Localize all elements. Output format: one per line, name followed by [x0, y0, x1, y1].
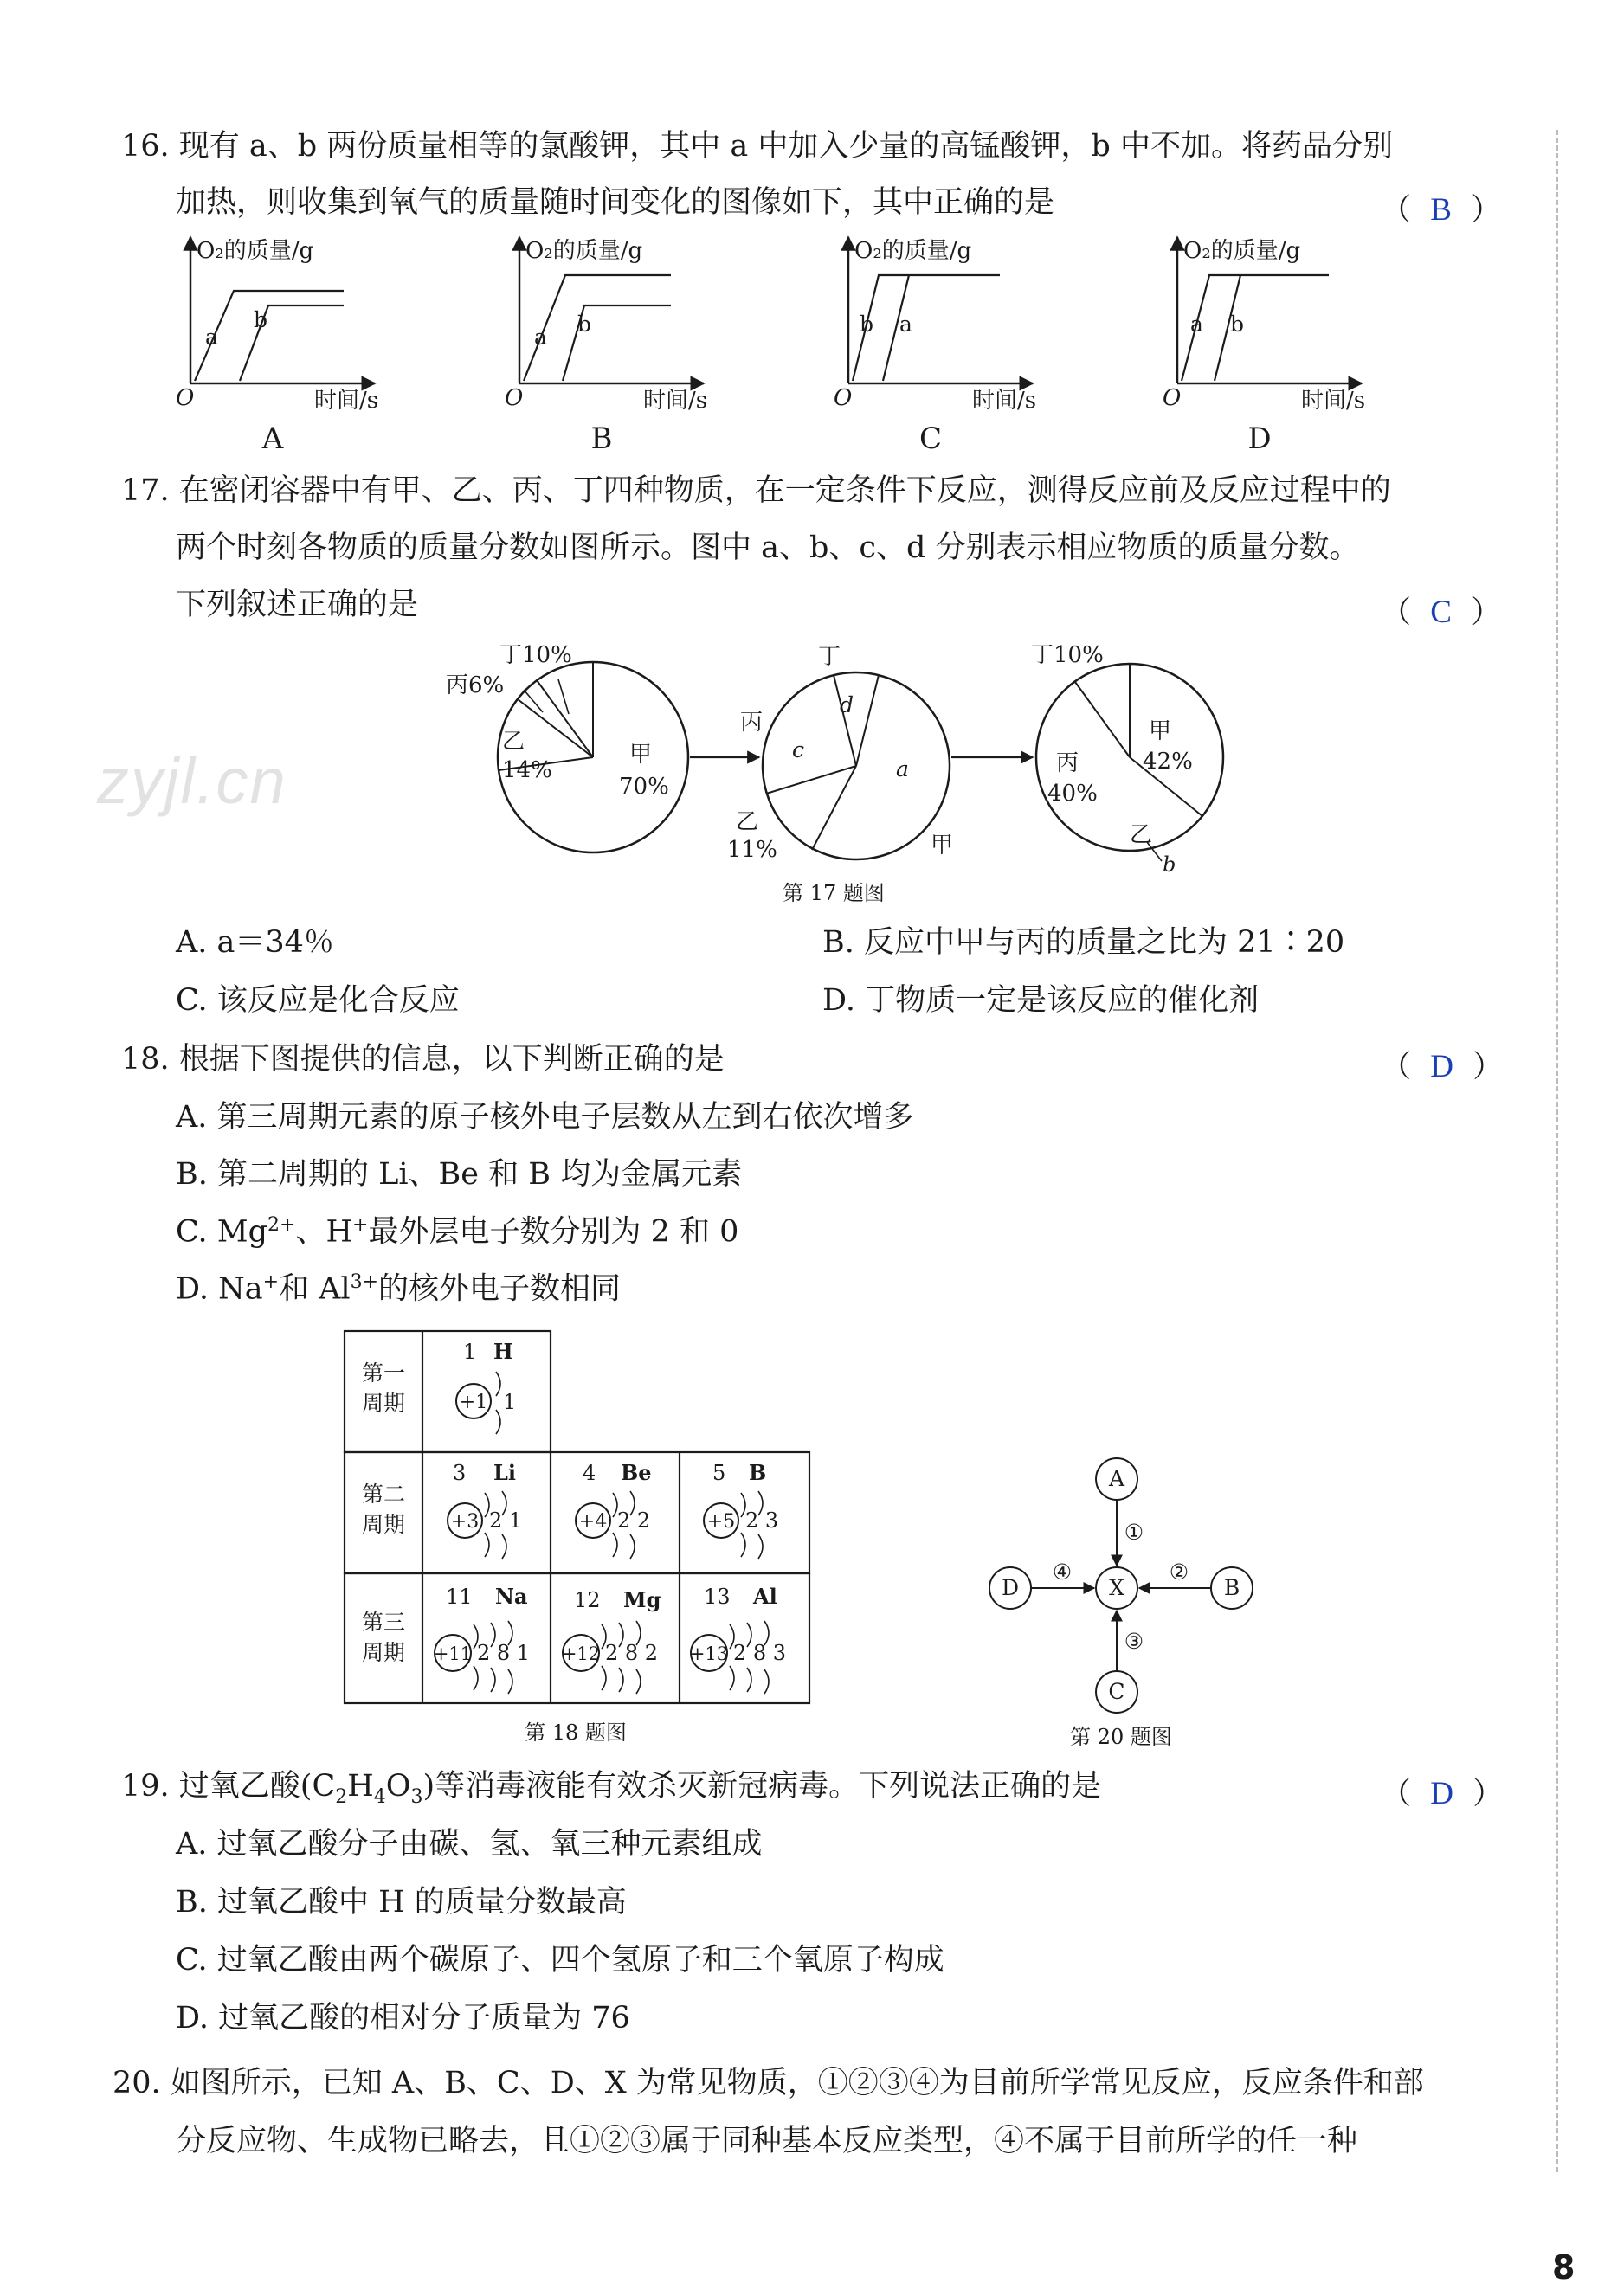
page-number: 8	[1552, 2248, 1576, 2286]
q16-B-label-left: a	[534, 325, 547, 350]
svg-text:Na: Na	[495, 1584, 528, 1609]
q16-B-label-right: b	[577, 312, 592, 337]
q19-answer-letter: D	[1430, 1776, 1454, 1811]
q17-pie1-yi-pct: 14%	[502, 757, 552, 783]
q17-pie-2	[727, 645, 953, 863]
q16-C-label-left: b	[860, 312, 874, 337]
svg-text:2 1: 2 1	[489, 1508, 523, 1533]
q17-option-B: B. 反应中甲与丙的质量之比为 21∶20	[822, 925, 1345, 960]
q17-pie3-jia-pct: 42%	[1143, 749, 1193, 775]
svg-text:3: 3	[453, 1461, 467, 1485]
q17-option-C: C. 该反应是化合反应	[176, 983, 460, 1018]
svg-text:Li: Li	[493, 1460, 516, 1485]
q16-graph-B	[505, 237, 707, 456]
q17-answer-letter: C	[1430, 595, 1452, 630]
q16-A-label-right: b	[254, 307, 268, 332]
q16-option-D: D	[1247, 421, 1272, 456]
element-B	[704, 1460, 778, 1559]
element-Mg	[562, 1587, 661, 1694]
q17-line1: 17. 在密闭容器中有甲、乙、丙、丁四种物质，在一定条件下反应，测得反应前及反应过程中的	[121, 473, 1391, 508]
svg-text:Mg: Mg	[623, 1587, 661, 1612]
q16-origin-A: O	[176, 385, 195, 411]
q17-pie-1	[446, 645, 688, 852]
reaction-2-label: ②	[1169, 1560, 1189, 1585]
q16-line2: 加热，则收集到氧气的质量随时间变化的图像如下，其中正确的是	[176, 185, 1055, 220]
q17-line2: 两个时刻各物质的质量分数如图所示。图中 a、b、c、d 分别表示相应物质的质量分数。	[176, 531, 1360, 565]
q17-line3: 下列叙述正确的是	[176, 588, 419, 622]
q17-pie2-yi: 乙	[736, 809, 759, 835]
q16-origin-D: O	[1163, 385, 1182, 411]
period-2-label-b: 周期	[361, 1512, 406, 1537]
q17-option-D: D. 丁物质一定是该反应的催化剂	[822, 983, 1260, 1018]
q16-option-A: A	[261, 421, 284, 456]
period-3-label-b: 周期	[361, 1640, 406, 1665]
q17-pie3-ding: 丁10%	[1031, 645, 1104, 668]
q20-line2: 分反应物、生成物已略去，且①②③属于同种基本反应类型，④不属于目前所学的任一种	[176, 2124, 1358, 2158]
q17-pie1-jia-pct: 70%	[619, 774, 669, 800]
q17-pie2-a: a	[896, 756, 909, 781]
q16-origin-B: O	[505, 385, 524, 411]
svg-text:2 3: 2 3	[745, 1508, 779, 1533]
q16-C-label-right: a	[899, 312, 912, 337]
node-C: C	[1108, 1679, 1125, 1704]
node-X: X	[1109, 1575, 1124, 1600]
node-D: D	[1001, 1575, 1020, 1600]
element-Be	[576, 1460, 652, 1559]
q16-ylabel-D: O₂的质量/g	[1183, 238, 1301, 264]
q18-line1: 18. 根据下图提供的信息，以下判断正确的是	[121, 1042, 725, 1077]
q16-option-B: B	[590, 421, 613, 456]
q20-reaction-diagram	[974, 1450, 1277, 1753]
reaction-3-label: ③	[1124, 1629, 1144, 1654]
q17-pie1-jia: 甲	[629, 742, 653, 768]
q18-periodic-table	[342, 1328, 814, 1753]
svg-text:12: 12	[574, 1588, 601, 1612]
element-Na	[434, 1584, 530, 1694]
q17-pie2-c: c	[792, 737, 805, 762]
q17-pie2-d: d	[840, 692, 854, 717]
q17-answer: （ C ）	[1381, 595, 1502, 630]
q16-line1: 16. 现有 a、b 两份质量相等的氯酸钾，其中 a 中加入少量的高锰酸钾，b 中不加。将药品分别	[121, 129, 1393, 164]
q16-xlabel-B: 时间/s	[643, 388, 708, 414]
element-Al	[690, 1584, 786, 1694]
element-H	[456, 1339, 516, 1434]
element-Li	[448, 1460, 522, 1559]
period-3-label-a: 第三	[361, 1610, 406, 1635]
node-B: B	[1223, 1575, 1240, 1600]
svg-text:5: 5	[712, 1461, 726, 1485]
svg-text:+13: +13	[689, 1643, 729, 1664]
node-A: A	[1108, 1466, 1125, 1491]
q16-xlabel-D: 时间/s	[1301, 388, 1366, 414]
svg-text:+3: +3	[450, 1511, 480, 1533]
q19-answer: （ D ）	[1381, 1776, 1504, 1811]
q16-origin-C: O	[834, 385, 853, 411]
q16-ylabel-A: O₂的质量/g	[197, 238, 314, 264]
q16-D-label-right: b	[1230, 312, 1245, 337]
period-1-label-a: 第一	[361, 1360, 406, 1386]
q17-pie1-ding: 丁10%	[499, 645, 572, 668]
svg-text:+5: +5	[706, 1511, 736, 1533]
q16-xlabel-A: 时间/s	[314, 388, 379, 414]
period-2-label-a: 第二	[361, 1482, 406, 1507]
q17-pie1-yi: 乙	[502, 729, 525, 755]
q17-pie1-bing: 丙6%	[446, 672, 505, 698]
svg-text:1: 1	[463, 1340, 477, 1364]
q20-line1: 20. 如图所示，已知 A、B、C、D、X 为常见物质，①②③④为目前所学常见反应，反应条件和部	[113, 2066, 1424, 2100]
svg-text:4: 4	[583, 1461, 596, 1485]
q16-D-label-left: a	[1190, 312, 1203, 337]
q16-answer-letter: B	[1430, 192, 1452, 228]
q16-answer: （ B ）	[1381, 192, 1502, 228]
q19-option-C: C. 过氧乙酸由两个碳原子、四个氢原子和三个氧原子构成	[176, 1943, 944, 1978]
svg-text:Be: Be	[621, 1460, 652, 1485]
q18-option-B: B. 第二周期的 Li、Be 和 B 均为金属元素	[176, 1157, 743, 1192]
q18-option-A: A. 第三周期元素的原子核外电子层数从左到右依次增多	[176, 1100, 914, 1135]
svg-text:13: 13	[704, 1585, 731, 1609]
q18-figure-caption: 第 18 题图	[525, 1720, 627, 1745]
q17-pie3-bing-pct: 40%	[1047, 781, 1098, 807]
svg-text:+1: +1	[459, 1392, 488, 1413]
svg-text:Al: Al	[753, 1584, 777, 1609]
q17-pie2-jia: 甲	[931, 833, 954, 859]
q17-pie2-ding: 丁	[818, 645, 841, 670]
svg-text:+4: +4	[578, 1511, 608, 1533]
svg-text:2 8 2: 2 8 2	[605, 1641, 659, 1665]
q17-pie3-yi: 乙	[1130, 822, 1153, 848]
q16-A-label-left: a	[205, 325, 218, 350]
margin-dashed-line	[1556, 130, 1558, 2172]
period-1-label-b: 周期	[361, 1391, 406, 1416]
reaction-4-label: ④	[1052, 1560, 1073, 1585]
q17-pie3-jia: 甲	[1149, 718, 1172, 744]
q18-answer-letter: D	[1430, 1049, 1454, 1084]
q17-pie-3	[1031, 645, 1223, 877]
q16-graph-A	[176, 237, 378, 456]
q17-pie2-bing: 丙	[740, 710, 764, 736]
q17-pie2-yi-pct: 11%	[727, 837, 777, 863]
q16-graph-D	[1163, 237, 1365, 456]
svg-text:+12: +12	[561, 1643, 601, 1664]
q17-pie-diagram	[437, 645, 1247, 904]
watermark: zyjl.cn	[97, 745, 287, 817]
q18-answer: （ D ）	[1381, 1049, 1504, 1084]
q17-pie3-bing: 丙	[1056, 750, 1079, 776]
svg-text:+11: +11	[433, 1643, 473, 1664]
q19-option-D: D. 过氧乙酸的相对分子质量为 76	[176, 2001, 630, 2036]
q16-xlabel-C: 时间/s	[972, 388, 1037, 414]
svg-text:B: B	[749, 1460, 767, 1485]
svg-text:1: 1	[503, 1390, 517, 1414]
q16-graphs	[169, 232, 1407, 459]
reaction-1-label: ①	[1124, 1520, 1144, 1545]
q16-option-C: C	[918, 421, 943, 456]
q17-figure-caption: 第 17 题图	[783, 881, 885, 904]
svg-text:2 2: 2 2	[617, 1508, 651, 1533]
q19-line1: 19. 过氧乙酸$(C_2H_4O_3)$等消毒液能有效杀灭新冠病毒。下列说法正确的是	[121, 1769, 1102, 1808]
q16-C-curve-b	[853, 275, 1000, 381]
q16-graph-C	[834, 237, 1036, 456]
q16-ylabel-B: O₂的质量/g	[525, 238, 643, 264]
q18-option-C: C. $Mg^{2+}$、H+最外层电子数分别为 2 和 0	[176, 1214, 739, 1250]
q17-option-A: A. a＝34％	[176, 925, 334, 960]
q20-figure-caption: 第 20 题图	[1070, 1725, 1172, 1749]
q16-ylabel-C: O₂的质量/g	[854, 238, 972, 264]
q16-D-curve-a	[1182, 275, 1329, 381]
q18-option-D: D. Na+和 $Al^{3+}$的核外电子数相同	[176, 1271, 622, 1307]
svg-text:H: H	[493, 1339, 513, 1364]
q19-option-A: A. 过氧乙酸分子由碳、氢、氧三种元素组成	[176, 1827, 763, 1862]
svg-text:11: 11	[446, 1585, 473, 1609]
svg-text:2 8 3: 2 8 3	[733, 1641, 787, 1665]
svg-text:2 8 1: 2 8 1	[477, 1641, 531, 1665]
q17-pie3-b: b	[1163, 852, 1176, 877]
q19-option-B: B. 过氧乙酸中 H 的质量分数最高	[176, 1885, 627, 1920]
